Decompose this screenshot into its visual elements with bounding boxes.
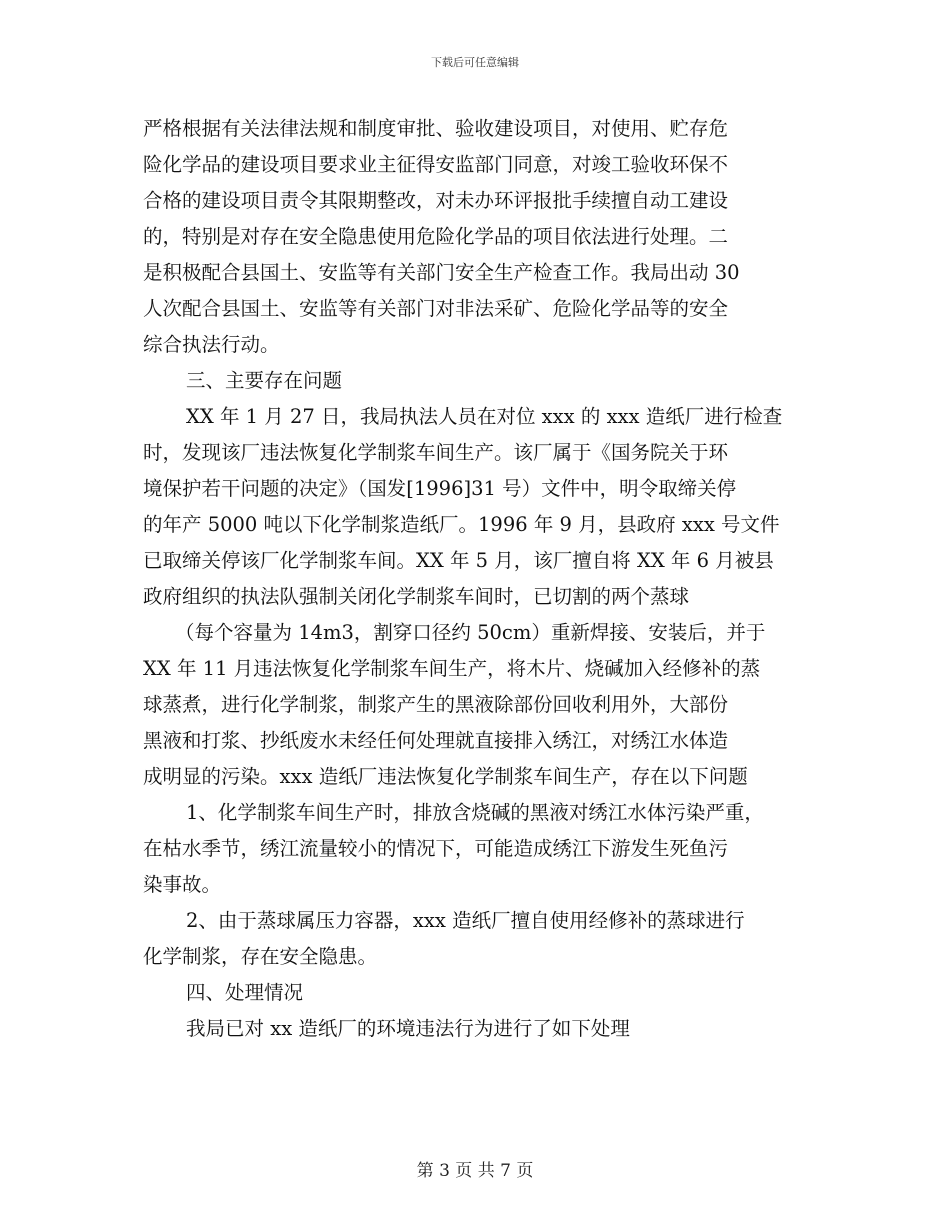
body-line: 境保护若干问题的决定》（国发[1996]31 号）文件中，明令取缔关停	[143, 477, 737, 500]
page-header: 下载后可任意编辑	[431, 56, 519, 69]
body-line: 人次配合县国土、安监等有关部门对非法采矿、危险化学品等的安全	[143, 297, 729, 320]
body-line: 严格根据有关法律法规和制度审批、验收建设项目，对使用、贮存危	[143, 117, 729, 140]
body-line: 综合执法行动。	[143, 333, 280, 356]
body-line: 合格的建设项目责令其限期整改，对未办环评报批手续擅自动工建设	[143, 189, 729, 212]
body-line: XX 年 11 月违法恢复化学制浆车间生产，将木片、烧碱加入经修补的蒸	[143, 657, 761, 680]
body-line: 在枯水季节，绣江流量较小的情况下，可能造成绣江下游发生死鱼污	[143, 837, 729, 860]
body-line: 已取缔关停该厂化学制浆车间。XX 年 5 月，该厂擅自将 XX 年 6 月被县	[143, 549, 774, 572]
section-heading: 三、主要存在问题	[186, 369, 343, 392]
body-line: 我局已对 xx 造纸厂的环境违法行为进行了如下处理	[186, 1017, 630, 1040]
body-line: 的年产 5000 吨以下化学制浆造纸厂。1996 年 9 月，县政府 xxx 号文件	[143, 513, 780, 536]
body-line: （每个容量为 14m3，割穿口径约 50cm）重新焊接、安装后，并于	[175, 621, 766, 644]
body-line: 的，特别是对存在安全隐患使用危险化学品的项目依法进行处理。二	[143, 225, 729, 248]
body-line: 时，发现该厂违法恢复化学制浆车间生产。该厂属于《国务院关于环	[143, 441, 729, 464]
body-line: XX 年 1 月 27 日，我局执法人员在对位 xxx 的 xxx 造纸厂进行检查	[186, 405, 783, 428]
body-line: 成明显的污染。xxx 造纸厂违法恢复化学制浆车间生产，存在以下问题	[143, 765, 748, 788]
body-line: 化学制浆，存在安全隐患。	[143, 945, 378, 968]
body-line: 1、化学制浆车间生产时，排放含烧碱的黑液对绣江水体污染严重，	[186, 801, 764, 824]
body-line: 黑液和打浆、抄纸废水未经任何处理就直接排入绣江，对绣江水体造	[143, 729, 729, 752]
body-line: 是积极配合县国土、安监等有关部门安全生产检查工作。我局出动 30	[143, 261, 740, 284]
body-line: 政府组织的执法队强制关闭化学制浆车间时，已切割的两个蒸球	[143, 585, 690, 608]
section-heading: 四、处理情况	[186, 981, 304, 1004]
body-line: 险化学品的建设项目要求业主征得安监部门同意，对竣工验收环保不	[143, 153, 729, 176]
body-line: 球蒸煮，进行化学制浆，制浆产生的黑液除部份回收利用外，大部份	[143, 693, 729, 716]
body-line: 染事故。	[143, 873, 222, 896]
body-line: 2、由于蒸球属压力容器，xxx 造纸厂擅自使用经修补的蒸球进行	[186, 909, 745, 932]
page-footer: 第 3 页 共 7 页	[416, 1161, 534, 1181]
